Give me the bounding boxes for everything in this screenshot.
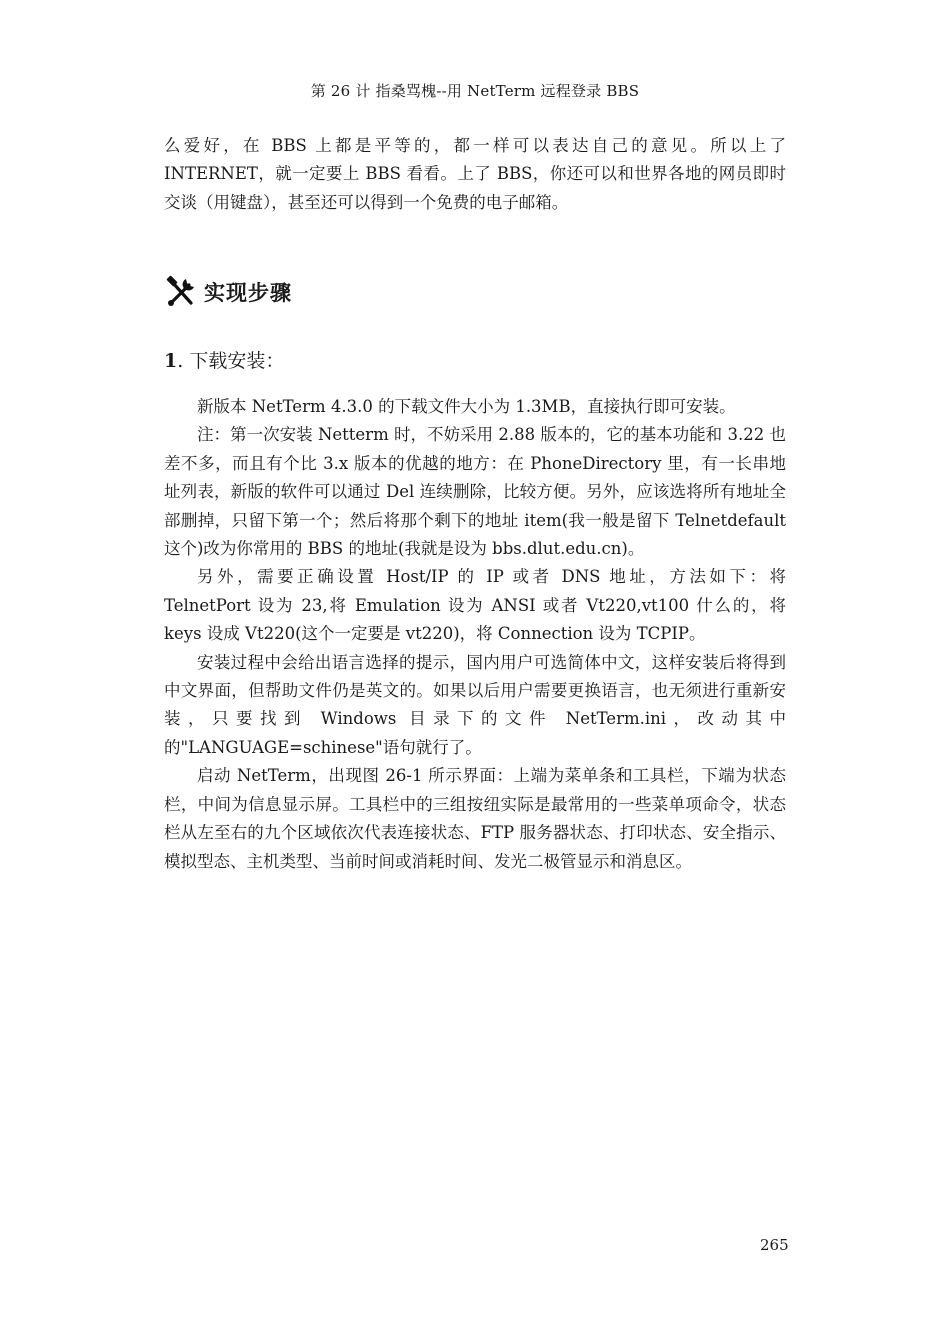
step-body <box>164 393 786 876</box>
running-header: 第 26 计 指桑骂槐--用 NetTerm 远程登录 BBS <box>310 82 640 100</box>
step-number: 1 <box>164 350 178 372</box>
body-paragraph: 注：第一次安装 Netterm 时，不妨采用 2.88 版本的，它的基本功能和 3.22 也差不多，而且有个比 3.x 版本的优越的地方：在 PhoneDirectory 里，有一长串地址列表，新版的软件可以通过 Del 连续删除，比较方便。另外，应该选将所有地址全部删掉，只留下第一个；然后将那个剩下的地址 item(我一般是留下 Telnetdefault 这个)改为你常用的 BBS 的地址(我就是设为 bbs.dlut.edu.cn)。 <box>164 425 786 559</box>
page-number: 265 <box>760 1236 789 1254</box>
intro-paragraph-block <box>164 132 786 217</box>
section-heading <box>164 272 292 312</box>
step-title-text: . 下载安装： <box>177 350 285 372</box>
tools-icon <box>164 275 198 309</box>
section-title: 实现步骤 <box>204 281 292 305</box>
body-paragraph: 安装过程中会给出语言选择的提示，国内用户可选简体中文，这样安装后将得到中文界面，但帮助文件仍是英文的。如果以后用户需要更换语言，也无须进行重新安装，只要找到 Windows 目录下的文件 NetTerm.ini，改动其中的"LANGUAGE=schinese"语句就行了。 <box>164 652 786 757</box>
body-paragraph: 新版本 NetTerm 4.3.0 的下载文件大小为 1.3MB，直接执行即可安装。 <box>197 397 736 416</box>
body-paragraph: 另外，需要正确设置 Host/IP 的 IP 或者 DNS 地址，方法如下：将 TelnetPort 设为 23,将 Emulation 设为 ANSI 或者 Vt220,vt100 什么的，将 keys 设成 Vt220(这个一定要是 vt220)，将 Connection 设为 TCPIP。 <box>164 567 786 644</box>
body-paragraph: 启动 NetTerm，出现图 26-1 所示界面：上端为菜单条和工具栏，下端为状态栏，中间为信息显示屏。工具栏中的三组按纽实际是最常用的一些菜单项命令，状态栏从左至右的九个区域依次代表连接状态、FTP 服务器状态、打印状态、安全指示、模拟型态、主机类型、当前时间或消耗时间、发光二极管显示和消息区。 <box>164 766 786 871</box>
intro-paragraph: 么爱好，在 BBS 上都是平等的，都一样可以表达自己的意见。所以上了 INTERNET，就一定要上 BBS 看看。上了 BBS，你还可以和世界各地的网员即时交谈（用键盘），甚至还可以得到一个免费的电子邮箱。 <box>164 136 786 212</box>
step-title <box>164 346 284 376</box>
